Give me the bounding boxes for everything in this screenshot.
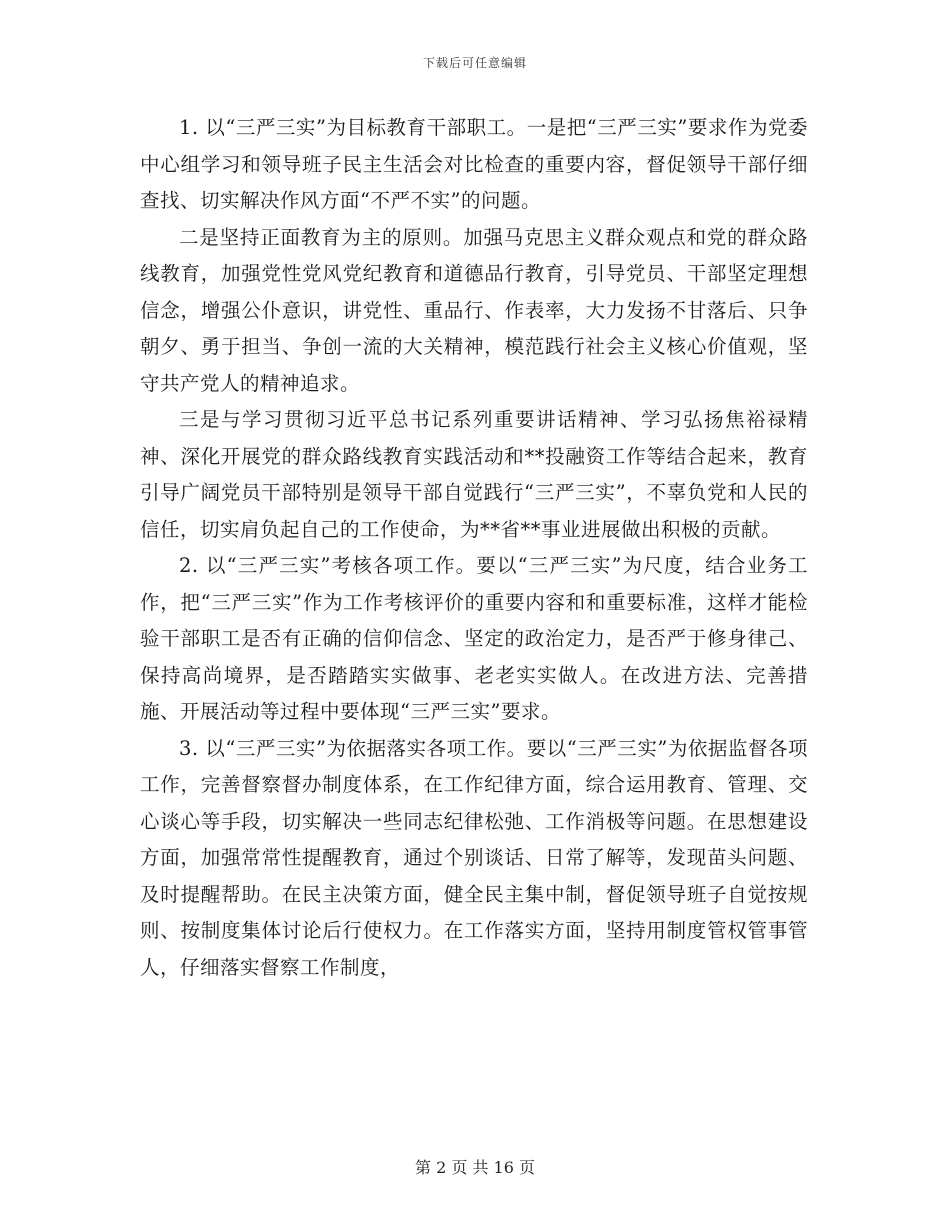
document-body [140, 110, 808, 986]
paragraph-1: 1. 以“三严三实”为目标教育干部职工。一是把“三严三实”要求作为党委中心组学习和领导班子民主生活会对比检查的重要内容，督促领导干部仔细查找、切实解决作风方面“不严不实”的问题。 [140, 116, 808, 212]
paragraph-5: 3. 以“三严三实”为依据落实各项工作。要以“三严三实”为依据监督各项工作，完善督察督办制度体系，在工作纪律方面，综合运用教育、管理、交心谈心等手段，切实解决一些同志纪律松弛、工作消极等问题。在思想建设方面，加强常常性提醒教育，通过个别谈话、日常了解等，发现苗头问题、及时提醒帮助。在民主决策方面，健全民主集中制，督促领导班子自觉按规则、按制度集体讨论后行使权力。在工作落实方面，坚持用制度管权管事管人，仔细落实督察工作制度， [140, 736, 808, 979]
page-header: 下载后可任意编辑 [422, 56, 527, 70]
paragraph-4: 2. 以“三严三实”考核各项工作。要以“三严三实”为尺度，结合业务工作，把“三严三实”作为工作考核评价的重要内容和和重要标准，这样才能检验干部职工是否有正确的信仰信念、坚定的政治定力，是否严于修身律己、保持高尚境界，是否踏踏实实做事、老老实实做人。在改进方法、完善措施、开展活动等过程中要体现“三严三实”要求。 [140, 554, 808, 723]
paragraph-3: 三是与学习贯彻习近平总书记系列重要讲话精神、学习弘扬焦裕禄精神、深化开展党的群众路线教育实践活动和**投融资工作等结合起来，教育引导广阔党员干部特别是领导干部自觉践行“三严三实”，不辜负党和人民的信任，切实肩负起自己的工作使命，为**省**事业进展做出积极的贡献。 [140, 408, 808, 541]
paragraph-2: 二是坚持正面教育为主的原则。加强马克思主义群众观点和党的群众路线教育，加强党性党风党纪教育和道德品行教育，引导党员、干部坚定理想信念，增强公仆意识，讲党性、重品行、作表率，大力发扬不甘落后、只争朝夕、勇于担当、争创一流的大关精神，模范践行社会主义核心价值观，坚守共产党人的精神追求。 [140, 225, 808, 395]
page-footer: 第 2 页 共 16 页 [415, 1158, 535, 1177]
